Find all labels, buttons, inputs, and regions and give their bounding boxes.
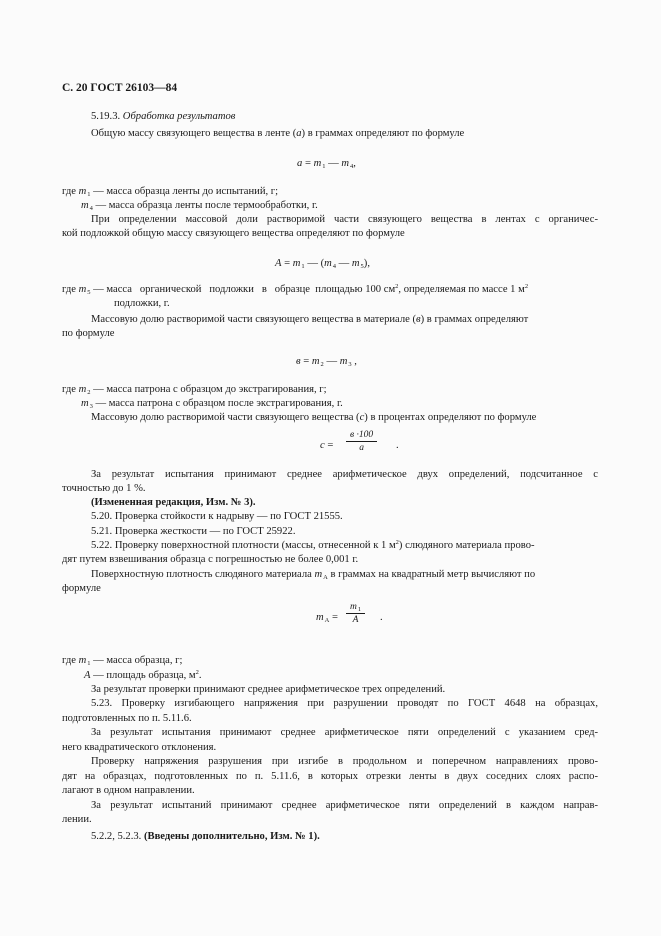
paragraph-result-line1: За результат испытания принимают среднее арифметическое двух определений, подсчитанное с [91,469,598,480]
formula-v [296,355,357,369]
text-run: ) слюдяного материала прово- [398,540,535,551]
subscript: 1 [301,263,305,270]
numerator: в ·100 [346,430,377,442]
text-run: — масса патрона с образцом после экстрагирования, г. [92,398,343,409]
formula-A [275,257,370,271]
text-run: 5.2.2, 5.2.3. [91,831,144,842]
fraction-c [346,430,377,453]
operator: = [300,356,312,367]
text-run: — площадь образца, м [90,670,196,681]
paragraph-each-direction-line2: лении. [62,814,92,825]
subscript: 2 [320,361,324,368]
text-run: где [62,186,79,197]
text-run: где [62,284,79,295]
subscript: 5 [87,289,91,296]
paragraph-percent [91,411,536,424]
paragraph-bending-line3: лагают в одном направлении. [62,785,195,796]
variable: m [311,356,320,367]
superscript: 2 [395,539,399,546]
section-number: 5.19.3. [91,111,121,122]
fraction-mA [346,602,365,625]
text-run: — масса органической подложки в образце площадью 100 см [90,284,396,295]
text-run: ) в граммах определяют по формуле [301,128,465,139]
formula-c-end: . [396,440,399,451]
where-m5 [62,283,528,297]
denominator: А [352,615,359,625]
paragraph-organic-line1: При определении массовой доли растворимой части связующего вещества в лентах с органичес- [91,214,598,225]
variable: m [78,384,87,395]
superscript: 2 [195,669,199,676]
operator: = [329,612,338,623]
text-run: Поверхностную плотность слюдяного материала [91,569,315,580]
where-m1-sample [62,654,182,668]
amendment-note-1 [91,830,320,843]
variable: с [359,412,365,423]
variable: с [320,440,325,451]
variable: m [81,200,89,211]
subscript: 5 [360,263,364,270]
where-area [84,669,202,683]
paragraph-bending-line2: дят на образцах, подготовленных по п. 5.11.6, в которых отрезки ленты в двух соседних слоях распо- [62,771,598,782]
paragraph-density-line1 [91,568,535,582]
paragraph-organic-line2: кой подложкой общую массу связующего вещества определяют по формуле [62,228,405,239]
denominator: а [359,443,364,453]
section-5-22-line1 [91,539,535,553]
operator: = [304,158,314,169]
paragraph-soluble-line2: по формуле [62,328,115,339]
variable: А [84,670,91,681]
text-run: Массовую долю растворимой части связующего вещества в материале ( [91,314,417,325]
section-5-21: 5.21. Проверка жесткости — по ГОСТ 25922. [91,526,296,537]
text-run: — масса патрона с образцом до экстрагирования, г; [90,384,327,395]
section-5-19-3-heading [91,110,235,123]
variable: в [296,356,301,367]
bold-note: (Введены дополнительно, Изм. № 1). [143,831,320,842]
subscript: 4 [332,263,336,270]
formula-mA-lhs [316,611,338,625]
variable: m [350,602,357,612]
subscript: 1 [87,660,91,667]
variable: в [416,314,421,325]
subscript: 2 [87,389,91,396]
variable: m [78,655,87,666]
variable: m [78,186,87,197]
where-m1 [62,185,278,199]
variable: а [296,128,302,139]
subscript: 1 [87,191,91,198]
punctuation: , [351,356,357,367]
where-m5-line2: подложки, г. [114,298,170,309]
paragraph-five-det-line2: него квадратического отклонения. [62,742,217,753]
section-5-23-line2: подготовленных по п. 5.11.6. [62,713,192,724]
paragraph-five-det-line1: За результат испытания принимают среднее арифметическое пяти определений с указанием сред- [91,727,598,738]
where-m2 [62,383,327,397]
subscript: 3 [89,403,93,410]
formula-a [297,157,356,171]
variable: m [324,258,332,269]
subscript: 4 [350,163,354,170]
text-run: где [62,384,79,395]
formula-mA-end: . [380,612,383,623]
paragraph-each-direction-line1: За результат испытаний принимают среднее арифметическое пяти определений в каждом направ- [91,800,598,811]
punctuation: , [353,158,356,169]
operator: = [324,440,334,451]
amendment-note-3: (Измененная редакция, Изм. № 3). [91,497,256,508]
where-m4 [81,199,318,213]
subscript: 4 [89,205,93,212]
subscript: 3 [348,361,352,368]
superscript: 2 [524,283,529,290]
variable: m [341,158,350,169]
variable: m [314,569,323,580]
variable: а [297,158,303,169]
paragraph-result-line2: точностью до 1 %. [62,483,146,494]
section-5-22-line2: дят путем взвешивания образца с погрешностью не более 0,001 г. [62,554,359,565]
section-5-20: 5.20. Проверка стойкости к надрыву — по ГОСТ 21555. [91,511,343,522]
operator: — ( [304,258,325,269]
text-run: , определяемая по массе 1 м [398,284,525,295]
text-run: 5.22. Проверку поверхностной плотности (массы, отнесенной к 1 м [91,540,396,551]
operator: — [325,158,342,169]
variable: m [313,158,322,169]
paragraph-bending-line1: Проверку напряжения разрушения при изгибе в продольном и поперечном направлениях прово- [91,756,598,767]
text-run: в граммах на квадратный метр вычисляют по [327,569,536,580]
variable: А [275,258,282,269]
variable: m [339,356,348,367]
paragraph-three-determinations: За результат проверки принимают среднее арифметическое трех определений. [91,684,446,695]
text-run: ) в процентах определяют по формуле [364,412,537,423]
formula-c-lhs [320,439,333,452]
section-5-23-line1: 5.23. Проверку изгибающего напряжения при разрушении проводят по ГОСТ 4648 на образцах, [91,698,598,709]
punctuation: ), [363,258,370,269]
numerator [346,602,365,614]
variable: m [351,258,360,269]
text-run: Массовую долю растворимой части связующего вещества ( [91,412,360,423]
text-run: — масса образца ленты до испытаний, г; [90,186,279,197]
superscript: 2 [395,283,399,290]
where-m3 [81,397,343,411]
variable: m [78,284,87,295]
operator: — [336,258,352,269]
operator: = [281,258,293,269]
subscript: А [323,574,328,581]
paragraph-density-line2: формуле [62,583,101,594]
text-run: — масса образца ленты после термообработки, г. [92,200,318,211]
variable: m [316,612,324,623]
subscript: 1 [357,606,362,613]
punctuation: . [198,670,202,681]
text-run: Общую массу связующего вещества в ленте ( [91,128,297,139]
variable: m [81,398,89,409]
section-title: Обработка результатов [122,111,236,122]
operator: — [323,356,340,367]
page-header: С. 20 ГОСТ 26103—84 [62,82,178,94]
paragraph-total-mass [91,127,464,140]
paragraph-soluble-line1 [91,313,528,326]
text-run: ) в граммах определяют [420,314,529,325]
subscript: A [324,617,330,624]
text-run: где [62,655,79,666]
text-run: — масса образца, г; [90,655,183,666]
variable: m [292,258,301,269]
subscript: 1 [322,163,326,170]
